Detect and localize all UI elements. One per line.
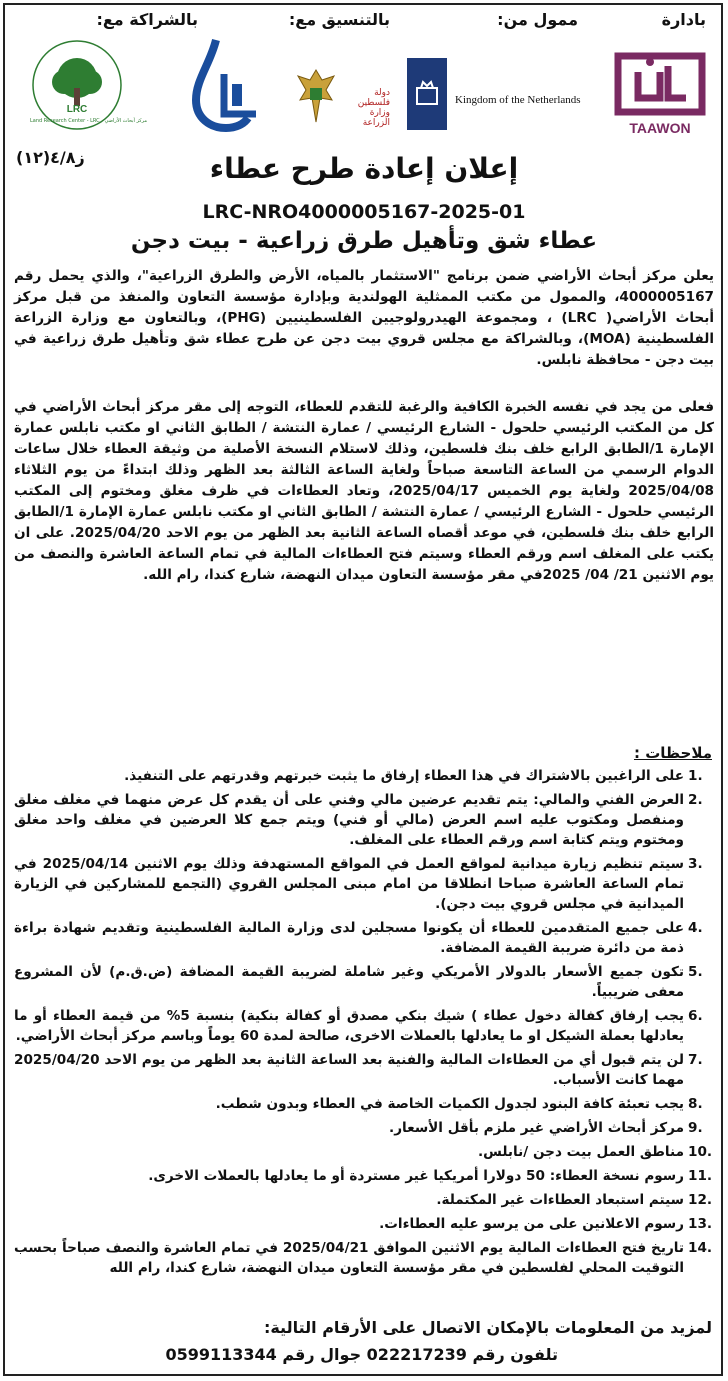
taawon-logo — [610, 52, 710, 136]
note-item: 14. تاريخ فتح العطاءات المالية يوم الاثنين الموافق 2025/04/21 في تمام العاشرة والنصف صباحاً بحسب التوقيت المحلي لفلسطين في مقر مؤسسة التعاون ميدان النهضة، شارع كندا، رام الله — [14, 1240, 713, 1276]
crest-icon — [407, 58, 447, 130]
tender-subtitle: عطاء شق وتأهيل طرق زراعية - بيت دجن — [130, 228, 598, 254]
netherlands-emblem — [407, 58, 447, 130]
note-item: 8. يجب تعبئة كافة البنود لجدول الكميات الخاصة في العطاء وبدون شطب. — [215, 1096, 703, 1112]
note-item: 11. رسوم نسخة العطاء: 50 دولارا أمريكيا غير مستردة أو ما يعادلها بالعملات الاخرى. — [148, 1168, 713, 1184]
note-item: 10. مناطق العمل بيت دجن /نابلس. — [478, 1144, 713, 1160]
notes-title: ملاحظات : — [633, 744, 712, 762]
phg-logo — [186, 34, 264, 132]
ministry-agriculture-logo — [296, 66, 392, 132]
contact-numbers: تلفون رقم 022217239 جوال رقم 0599113344 — [165, 1345, 558, 1364]
funded-label: ممول من: — [497, 10, 578, 29]
netherlands-text: Kingdom of the Netherlands — [455, 94, 581, 106]
lrc-logo — [30, 38, 148, 132]
intro-paragraph: يعلن مركز أبحاث الأراضي ضمن برنامج "الاستثمار بالمياه، الأرض والطرق الزراعية"، والذي يحمل رقم 4000005167، والممول من مكتب الممثلية الهولندية وبإدارة مؤسسة التعاون والمنفذ من قبل مركز أبحاث الأراضي( LRC) ، ومجموعة الهيدرولوجيين الفلسطينيين (PHG)، وبالتعاون مع وزارة الزراعة الفلسطينية (MOA)، وبالشراكة مع مجلس قروي بيت دجن عن طرح عطاء شق وتأهيل طرق زراعية في بيت دجن - محافظة نابلس. — [14, 268, 714, 368]
lrc-logo-text: LRC — [66, 104, 88, 115]
note-item: 3. سيتم تنظيم زيارة ميدانية لمواقع العمل في المواقع المستهدفة وذلك يوم الاثنين 2025/04/14 في تمام الساعة العاشرة صباحا انطلاقا من امام مبنى المجلس القروي (التجمع للمشاركين في الزيارة الميدانية في مجلس قروي بيت دجن). — [14, 856, 703, 912]
ministry-text: دولة فلسطين وزارة الزراعة — [357, 88, 390, 128]
lrc-ring-text: Land Research Center - LRC - مركز أبحاث الأراضي — [30, 118, 148, 124]
contact-info-heading: لمزيد من المعلومات بالإمكان الاتصال على الأرقام التالية: — [263, 1318, 712, 1337]
tender-code: LRC-NRO4000005167-2025-01 — [202, 201, 526, 223]
note-item: 7. لن يتم قبول أي من العطاءات المالية والفنية بعد الساعة الثانية بعد الظهر من يوم الاحد 2025/04/20 مهما كانت الأسباب. — [14, 1052, 703, 1088]
notes-list — [14, 766, 712, 1282]
taawon-logo-mark — [610, 52, 710, 116]
note-item: 5. تكون جميع الأسعار بالدولار الأمريكي وغير شاملة لضريبة القيمة المضافة (ض.ق.م) لأن المشروع معفى ضريبياً. — [14, 964, 703, 1000]
note-item: 12. سيتم استبعاد العطاءات غير المكتملة. — [436, 1192, 713, 1208]
netherlands-logo — [405, 58, 610, 130]
coordination-label: بالتنسيق مع: — [288, 10, 390, 29]
announcement-title: إعلان إعادة طرح عطاء — [209, 152, 519, 185]
note-item: 1. على الراغبين بالاشتراك في هذا العطاء إرفاق ما يثبت خبرتهم وقدرتهم على التنفيذ. — [124, 768, 703, 784]
note-item: 6. يجب إرفاق كفالة دخول عطاء ) شيك بنكي مصدق أو كفالة بنكية) بنسبة 5% من قيمة العطاء أو ما يعادلها بعملة الشيكل او ما يعادلها بالعملات الاخرى، صالحة لمدة 60 يوماً وباسم مركز أبحاث الأراضي. — [14, 1008, 703, 1044]
partnership-label: بالشراكة مع: — [96, 10, 198, 29]
taawon-logo-text: TAAWON — [629, 120, 691, 136]
instructions-paragraph: فعلى من يجد في نفسه الخبرة الكافية والرغبة للتقدم للعطاء، التوجه إلى مقر مركز أبحاث الأراضي في كل من المكتب الرئيسي حلحول - الشارع الرئيسي / عمارة النتشة / الطابق الثاني او مكتب نابلس عمارة الإمارة 1/الطابق الرابع خلف بنك فلسطين، وذلك لاستلام النسخة الأصلية من وثيقة العطاء خلال ساعات الدوام الرسمي من الساعة التاسعة صباحاً ولغاية الساعة الثالثة بعد الظهر وذلك ابتداءً من يوم الثلاثاء 2025/04/08 ولغاية يوم الخميس 2025/04/17، وتعاد العطاءات في ظرف مغلق ومختوم إلى المكتب الرئيسي حلحول - الشارع الرئيسي / عمارة النتشة / الطابق الثاني او مكتب نابلس عمارة الإمارة 1/الطابق الرابع خلف بنك فلسطين، في موعد أقصاه الساعة الثانية بعد الظهر من يوم الاحد 2025/04/20. على ان يكتب على المغلف اسم ورقم العطاء وسيتم فتح العطاءات المالية في تمام الساعة العاشرة والنصف من يوم الاثنين 21/ 04/ 2025في مقر مؤسسة التعاون ميدان النهضة، شارع كندا، رام الله. — [14, 399, 715, 583]
note-item: 4. على جميع المتقدمين للعطاء أن يكونوا مسجلين لدى وزارة المالية الفلسطينية وتقديم شهادة براءة ذمة من دائرة ضريبة القيمة المضافة. — [14, 920, 703, 956]
note-item: 2. العرض الفني والمالي: يتم تقديم عرضين مالي وفني على أن يقدم كل عرض منهما في مغلف مغلق ومنفصل ومكتوب عليه اسم العرض (مالي أو فني) ويتم جمع كلا العرضين في مغلف واحد مغلق ومختوم ويتم كتابة اسم ورقم العطاء على المغلف. — [14, 792, 703, 848]
note-item: 13. رسوم الاعلانين على من يرسو عليه العطاءات. — [379, 1216, 713, 1232]
eagle-emblem-icon — [296, 66, 336, 126]
reference-number: ز٤/٨(١٢) — [16, 148, 85, 167]
water-drop-icon — [186, 34, 264, 132]
management-label: بادارة — [661, 10, 706, 29]
note-item: 9. مركز أبحاث الأراضي غير ملزم بأقل الأسعار. — [389, 1120, 703, 1136]
